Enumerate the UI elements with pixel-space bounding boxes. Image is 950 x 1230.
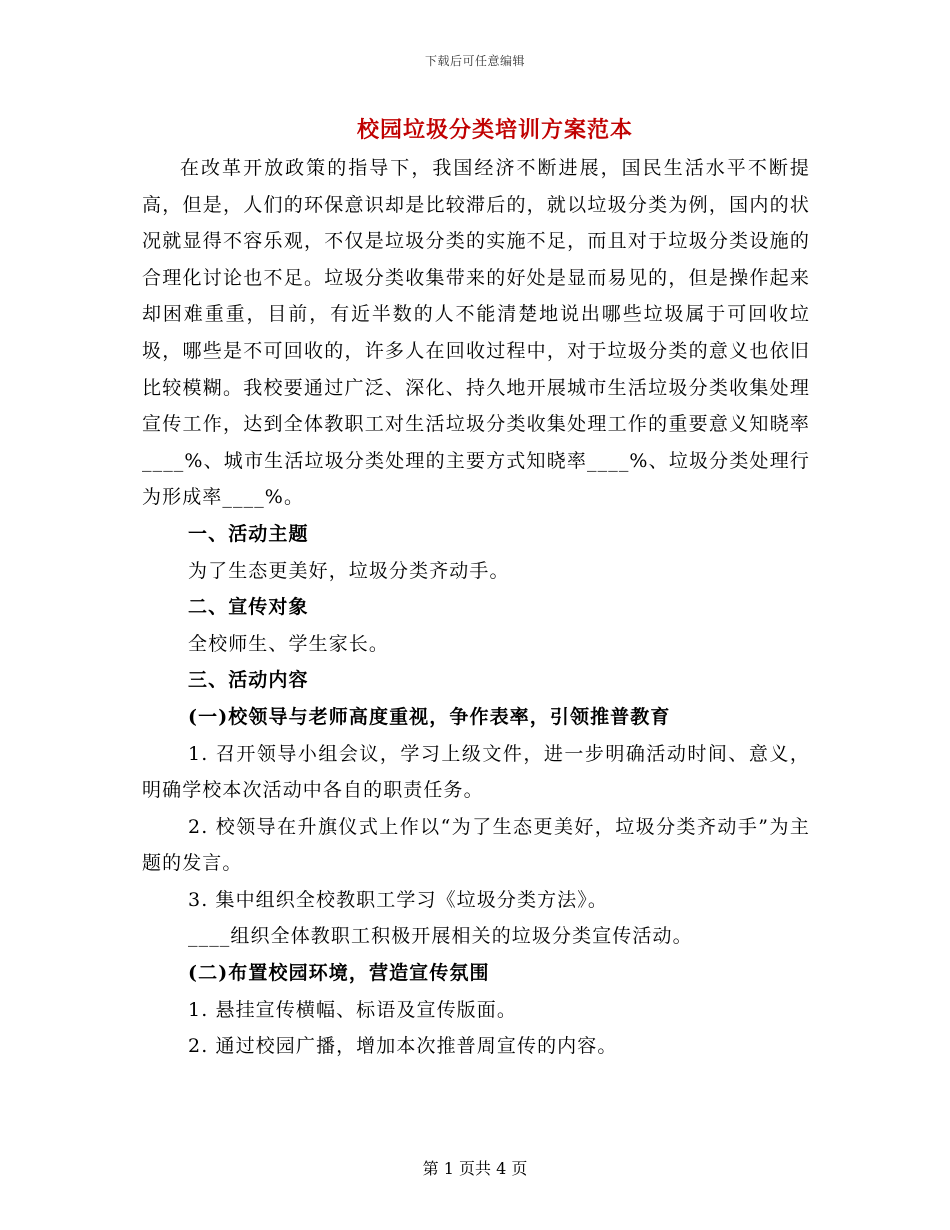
list-item: 3. 集中组织全校教职工学习《垃圾分类方法》。	[188, 888, 608, 911]
subsection-heading-environment: (二)布置校园环境，营造宣传氛围	[188, 962, 490, 985]
list-item: 1. 召开领导小组会议，学习上级文件，进一步明确活动时间、意义，明确学校本次活动中各自的职责任务。	[142, 742, 810, 802]
section-heading-audience: 二、宣传对象	[188, 596, 309, 619]
list-item: 2. 校领导在升旗仪式上作以“为了生态更美好，垃圾分类齐动手”为主题的发言。	[142, 815, 810, 875]
header-note: 下载后可任意编辑	[424, 54, 525, 68]
section-text-theme: 为了生态更美好，垃圾分类齐动手。	[188, 559, 510, 582]
section-heading-theme: 一、活动主题	[188, 522, 309, 545]
list-item: 2. 通过校园广播，增加本次推普周宣传的内容。	[188, 1035, 618, 1058]
document-body	[142, 150, 810, 1065]
page-number: 第 1 页共 4 页	[422, 1159, 528, 1178]
section-heading-content: 三、活动内容	[188, 669, 309, 692]
document-title: 校园垃圾分类培训方案范本	[356, 117, 633, 143]
list-item: 1. 悬挂宣传横幅、标语及宣传版面。	[188, 998, 517, 1021]
section-text-audience: 全校师生、学生家长。	[188, 632, 390, 655]
intro-paragraph: 在改革开放政策的指导下，我国经济不断进展，国民生活水平不断提高，但是，人们的环保意识却是比较滞后的，就以垃圾分类为例，国内的状况就显得不容乐观，不仅是垃圾分类的实施不足，而且对于垃圾分类设施的合理化讨论也不足。垃圾分类收集带来的好处是显而易见的，但是操作起来却困难重重，目前，有近半数的人不能清楚地说出哪些垃圾属于可回收垃圾，哪些是不可回收的，许多人在回收过程中，对于垃圾分类的意义也依旧比较模糊。我校要通过广泛、深化、持久地开展城市生活垃圾分类收集处理宣传工作，达到全体教职工对生活垃圾分类收集处理工作的重要意义知晓率____%、城市生活垃圾分类处理的主要方式知晓率____%、垃圾分类处理行为形成率____%。	[142, 157, 810, 509]
subsection-heading-leadership: (一)校领导与老师高度重视，争作表率，引领推普教育	[188, 705, 671, 728]
list-item: ____组织全体教职工积极开展相关的垃圾分类宣传活动。	[188, 925, 693, 948]
